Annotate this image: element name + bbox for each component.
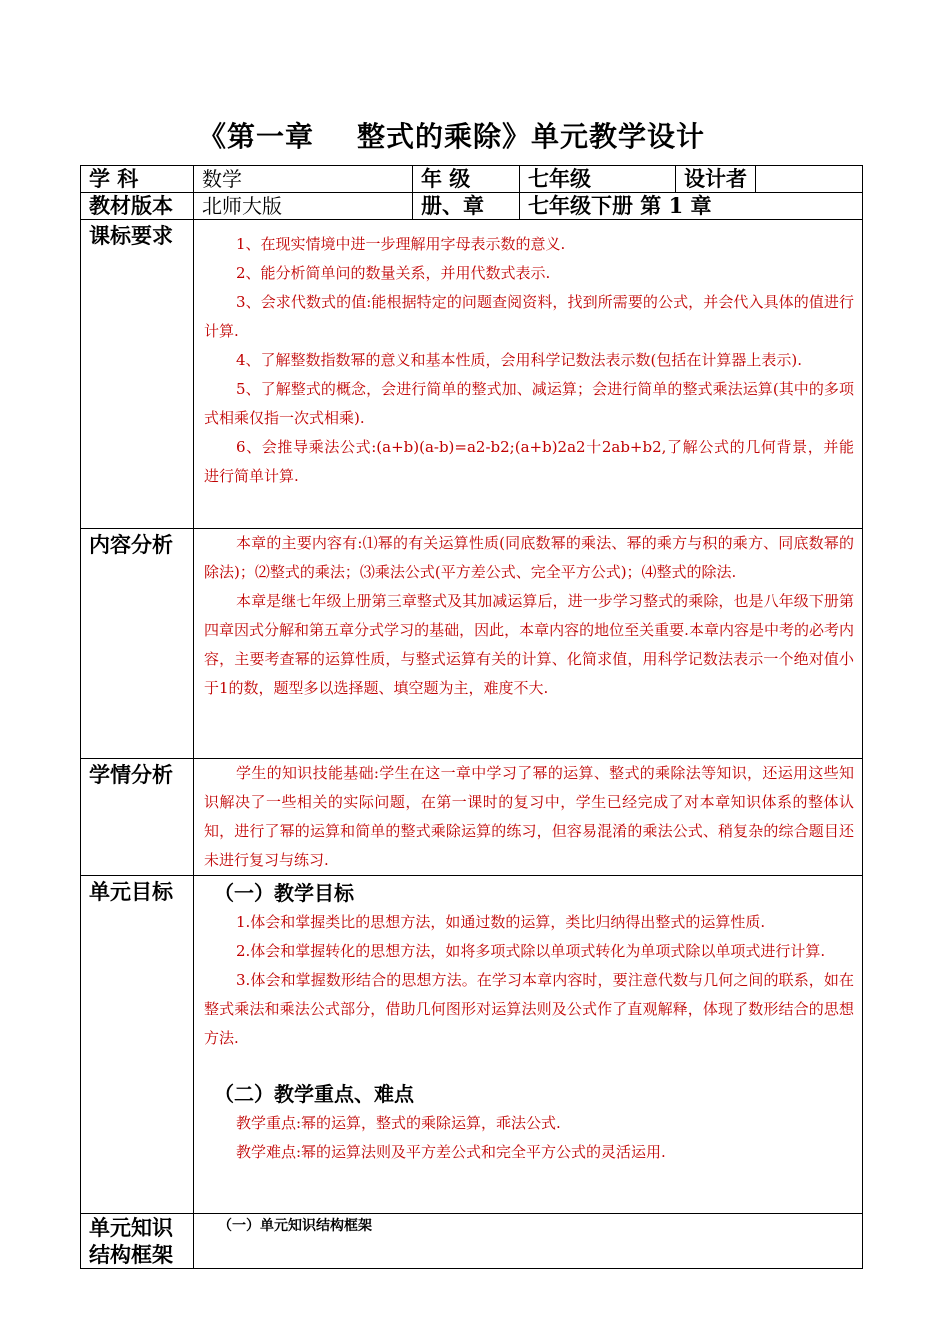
designer-label: 设计者 [676,166,756,193]
structure-label-line1: 单元知识 [89,1215,173,1240]
subject-label: 学 科 [81,166,194,193]
volume-value: 七年级下册 第 1 章 [520,193,863,220]
goal-item: 2.体会和掌握转化的思想方法，如将多项式除以单项式转化为单项式除以单项式进行计算. [236,942,826,960]
unit-design-table [80,165,863,1269]
content-paragraph: 本章是继七年级上册第三章整式及其加减运算后，进一步学习整式的乘除，也是八年级下册第四章因式分解和第五章分式学习的基础，因此，本章内容的地位至关重要.本章内容是中考的必考内容，主要考查幂的运算性质，与整式运算有关的计算、化简求值，用科学记数法表示一个绝对值小于1的数，题型多以选择题、填空题为主，难度不大. [204,592,854,697]
structure-label [81,1214,194,1269]
curriculum-item: 3、会求代数式的值:能根据特定的问题查阅资料，找到所需要的公式，并会代入具体的值进行计算. [204,293,854,340]
grade-value: 七年级 [520,166,676,193]
subject-value: 数学 [194,166,413,193]
content-analysis-content [194,529,863,759]
curriculum-item: 5、了解整式的概念，会进行简单的整式加、减运算；会进行简单的整式乘法运算(其中的多项式相乘仅指一次式相乘). [204,380,854,427]
learner-analysis-content [194,759,863,876]
structure-label-line2: 结构框架 [89,1242,173,1267]
grade-label: 年 级 [413,166,520,193]
content-paragraph: 本章的主要内容有:⑴幂的有关运算性质(同底数幂的乘法、幂的乘方与积的乘方、同底数幂的除法)；⑵整式的乘法；⑶乘法公式(平方差公式、完全平方公式)；⑷整式的除法. [204,534,854,581]
structure-content [194,1214,863,1269]
volume-label: 册、章 [413,193,520,220]
goal-item: 3.体会和掌握数形结合的思想方法。在学习本章内容时，要注意代数与几何之间的联系，如在整式乘法和乘法公式部分，借助几何图形对运算法则及公式作了直观解释，体现了数形结合的思想方法. [204,971,854,1047]
key-point-item: 教学难点:幂的运算法则及平方差公式和完全平方公式的灵活运用. [236,1143,666,1161]
learner-paragraph: 学生的知识技能基础:学生在这一章中学习了幂的运算、整式的乘除法等知识，还运用这些知识解决了一些相关的实际问题，在第一课时的复习中，学生已经完成了对本章知识体系的整体认知，进行了幂的运算和简单的整式乘除运算的练习，但容易混淆的乘法公式、稍复杂的综合题目还未进行复习与练习. [204,764,854,869]
unit-goals-content [194,876,863,1214]
teaching-goals-heading: （一）教学目标 [214,881,354,905]
curriculum-item: 6、会推导乘法公式:(a+b)(a-b)=a2-b2;(a+b)2a2十2ab+b2,了解公式的几何背景，并能进行简单计算. [204,438,854,485]
unit-goals-label: 单元目标 [81,876,194,1214]
key-points-heading: （二）教学重点、难点 [214,1082,414,1106]
content-analysis-label: 内容分析 [81,529,194,759]
curriculum-label: 课标要求 [81,220,194,529]
structure-heading: （一）单元知识结构框架 [218,1218,372,1234]
curriculum-content [194,220,863,529]
curriculum-item: 4、了解整数指数幂的意义和基本性质，会用科学记数法表示数(包括在计算器上表示). [236,351,803,369]
key-point-item: 教学重点:幂的运算，整式的乘除运算，乖法公式. [236,1114,561,1132]
learner-analysis-label: 学情分析 [81,759,194,876]
designer-value [756,166,863,193]
edition-value: 北师大版 [194,193,413,220]
curriculum-item: 2、能分析简单问的数量关系，并用代数式表示. [236,264,551,282]
goal-item: 1.体会和掌握类比的思想方法，如通过数的运算，类比归纳得出整式的运算性质. [236,913,766,931]
edition-label: 教材版本 [81,193,194,220]
document-title: 《第一章 整式的乘除》单元教学设计 [198,120,705,153]
curriculum-item: 1、在现实情境中进一步理解用字母表示数的意义. [236,235,566,253]
